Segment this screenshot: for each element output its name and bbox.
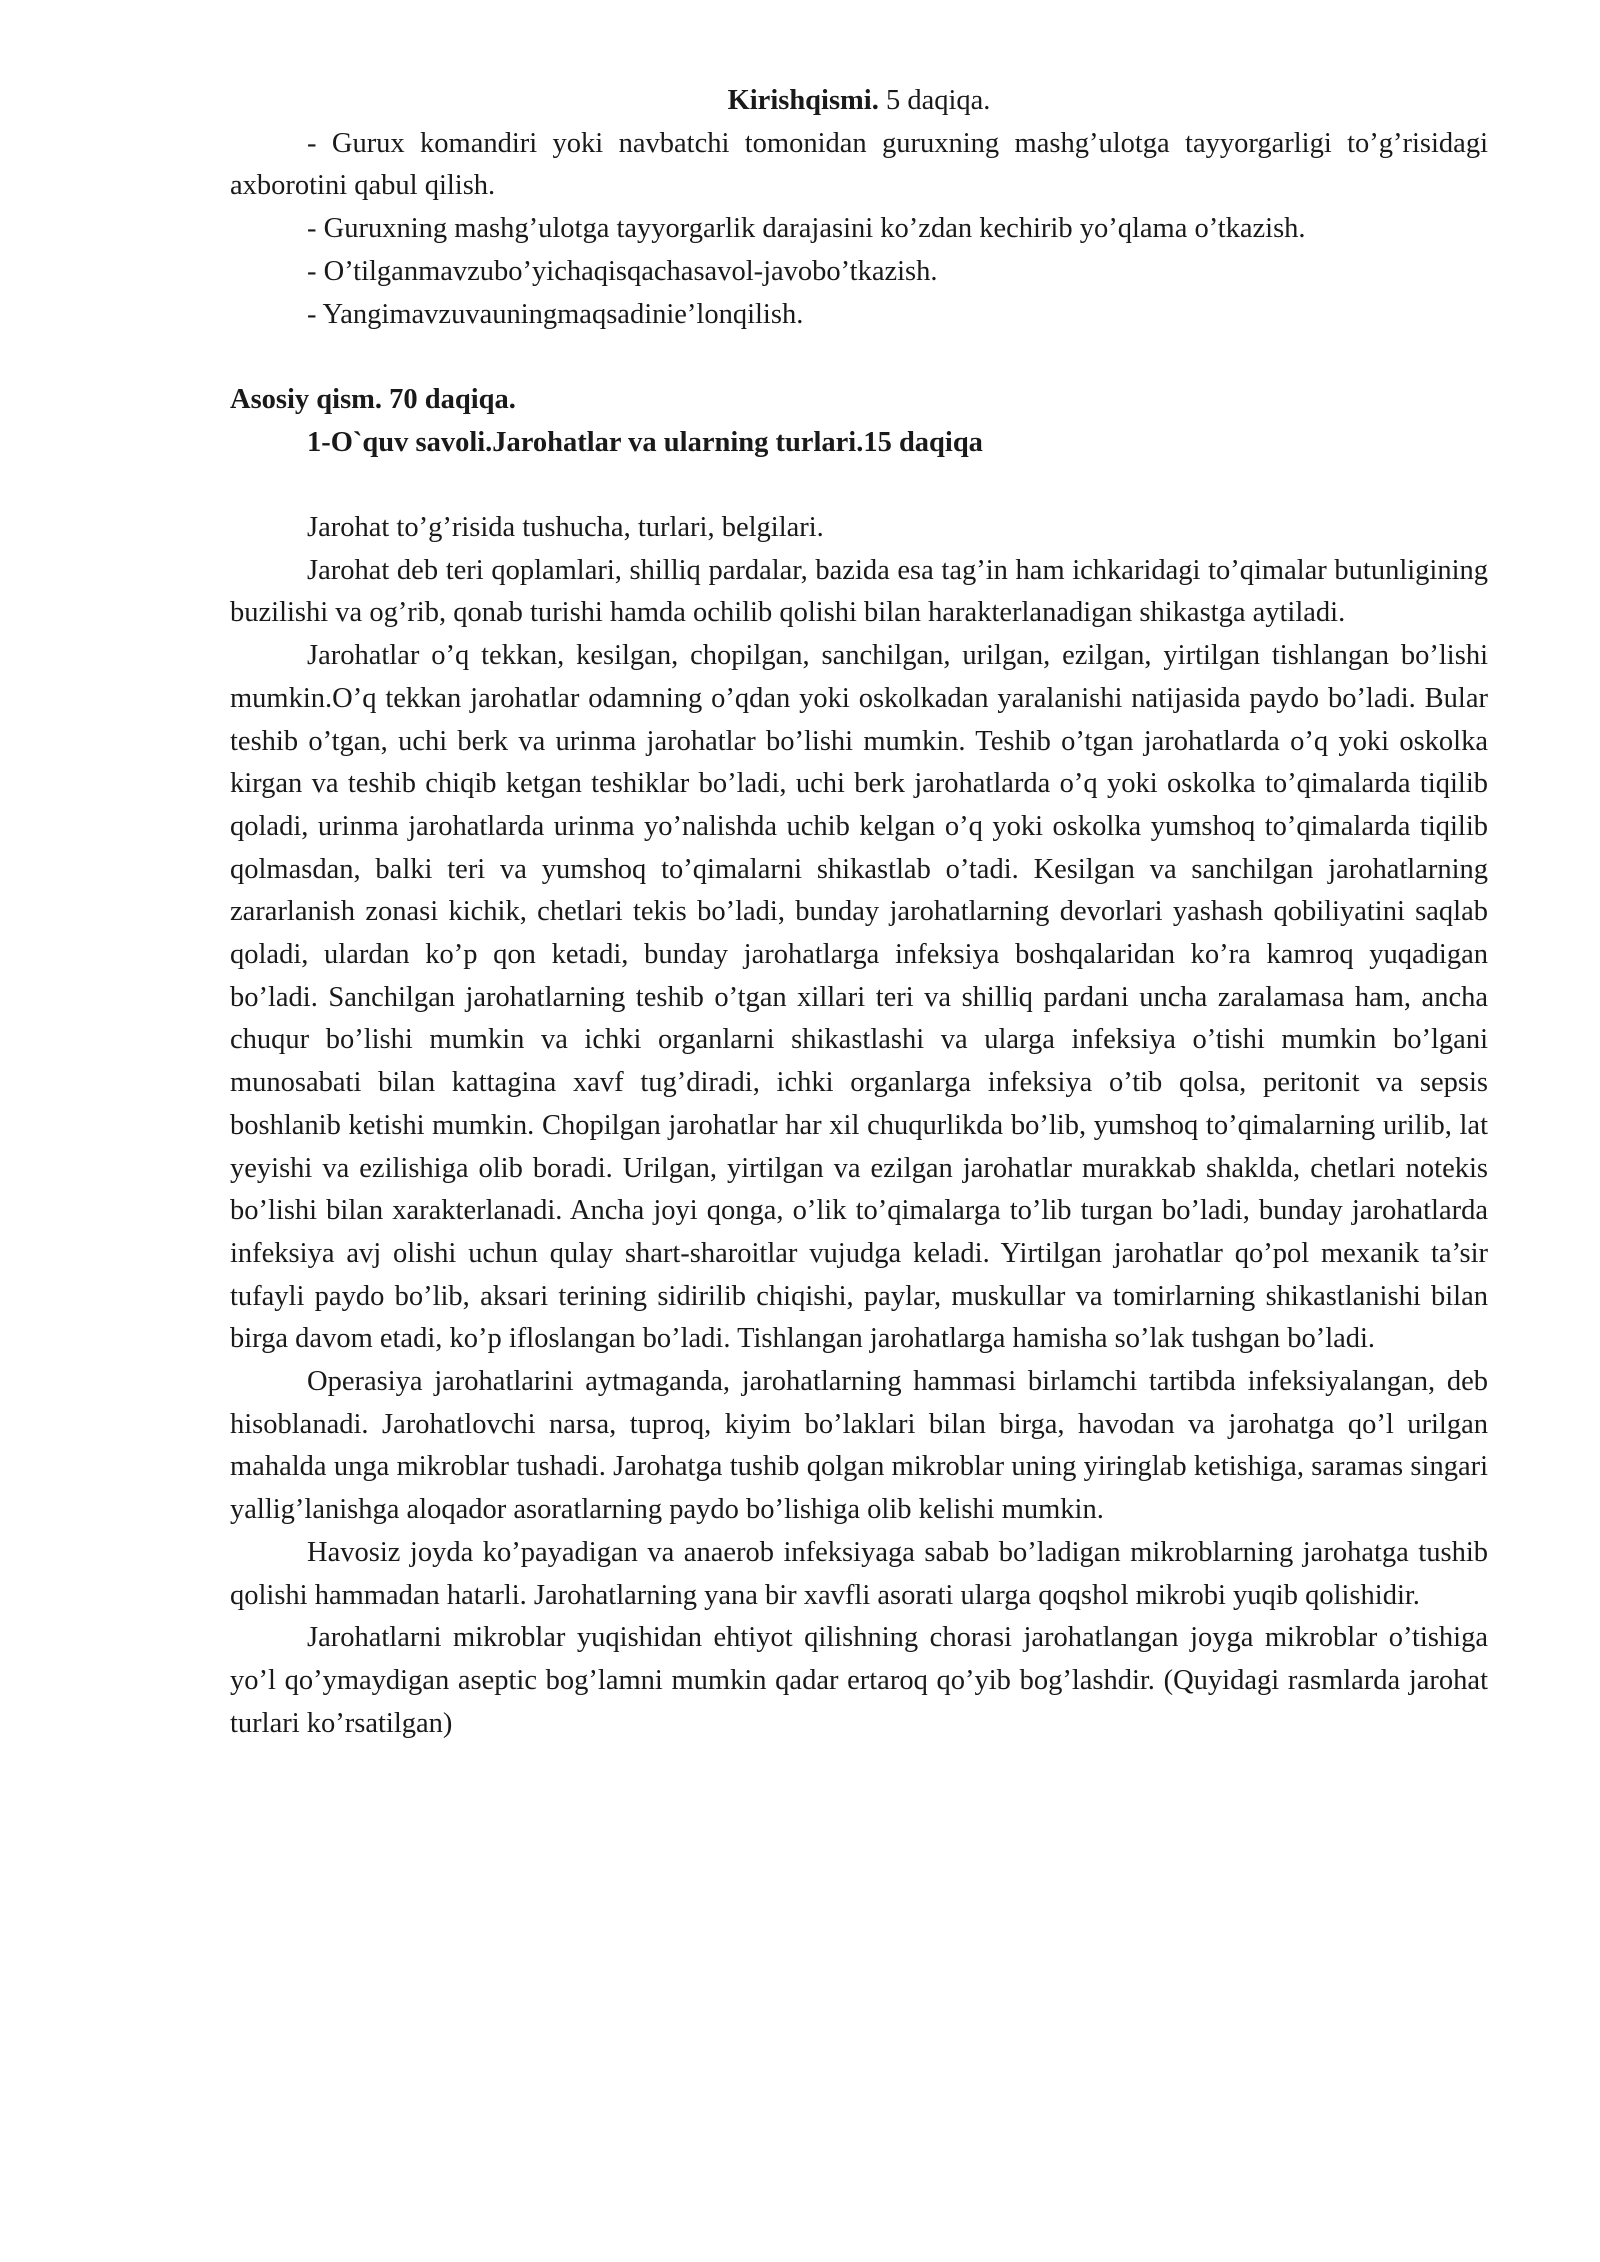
paragraph-wound-types: Jarohatlar o’q tekkan, kesilgan, chopilgan, sanchilgan, urilgan, ezilgan, yirtilgan tishlangan bo’lishi mumkin.O’q tekkan jarohatlar odamning o’qdan yoki oskolkadan yaralanishi natijasida paydo bo’ladi. Bular teshib o’tgan, uchi berk va urinma jarohatlar bo’lishi mumkin. Teshib o’tgan jarohatlarda o’q yoki oskolka kirgan va teshib chiqib ketgan teshiklar bo’ladi, uchi berk jarohatlarda o’q yoki oskolka to’qimalarda tiqilib qoladi, urinma jarohatlarda urinma yo’nalishda uchib kelgan o’q yoki oskolka yumshoq to’qimalarda tiqilib qolmasdan, balki teri va yumshoq to’qimalarni shikastlab o’tadi. Kesilgan va sanchilgan jarohatlarning zararlanish zonasi kichik, chetlari tekis bo’ladi, bunday jarohatlarning devorlari yashash qobiliyatini saqlab qoladi, ulardan ko’p qon ketadi, bunday jarohatlarga infeksiya boshqalaridan ko’ra kamroq yuqadigan bo’ladi. Sanchilgan jarohatlarning teshib o’tgan xillari teri va shilliq pardani uncha zaralamasa ham, ancha chuqur bo’lishi mumkin va ichki organlarni shikastlashi va ularga infeksiya o’tishi mumkin bo’lgani munosabati bilan kattagina xavf tug’diradi, ichki organlarga infeksiya o’tib qolsa, peritonit va sepsis boshlanib ketishi mumkin. Chopilgan jarohatlar har xil chuqurlikda bo’lib, yumshoq to’qimalarning urilib, lat yeyishi va ezilishiga olib boradi. Urilgan, yirtilgan va ezilgan jarohatlar murakkab shaklda, chetlari notekis bo’lishi bilan xarakterlanadi. Ancha joyi qonga, o’lik to’qimalarga to’lib turgan bo’ladi, bunday jarohatlarda infeksiya avj olishi uchun qulay shart-sharoitlar vujudga keladi. Yirtilgan jarohatlar qo’pol mexanik ta’sir tufayli paydo bo’lib, aksari terining sidirilib chiqishi, paylar, muskullar va tomirlarning shikastlanishi bilan birga davom etadi, ko’p ifloslangan bo’ladi. Tishlangan jarohatlarga hamisha so’lak tushgan bo’ladi.	[230, 640, 1488, 1355]
intro-title	[230, 80, 1488, 123]
topic-line: Jarohat to’g’risida tushucha, turlari, belgilari.	[307, 512, 824, 543]
intro-item-2: - Guruxning mashg’ulotga tayyorgarlik darajasini ko’zdan kechirib yo’qlama o’tkazish.	[307, 213, 1306, 245]
question-heading: 1-O`quv savoli.Jarohatlar va ularning turlari.15 daqiqa	[307, 426, 983, 458]
section-spacer	[230, 336, 1488, 379]
paragraph-definition: Jarohat deb teri qoplamlari, shilliq pardalar, bazida esa tag’in ham ichkaridagi to’qimalar butunligining buzilishi va og’rib, qonab turishi hamda ochilib qolishi bilan harakterlanadigan shikastga aytiladi.	[230, 554, 1488, 629]
intro-item-3: - O’tilganmavzubo’yichaqisqachasavol-javobo’tkazish.	[307, 255, 938, 287]
paragraph-infection: Operasiya jarohatlarini aytmaganda, jarohatlarning hammasi birlamchi tartibda infeksiyalangan, deb hisoblanadi. Jarohatlovchi narsa, tuproq, kiyim bo’laklari bilan birga, havodan va jarohatga qo’l urilgan mahalda unga mikroblar tushadi. Jarohatga tushib qolgan mikroblar uning yiringlab ketishiga, saramas singari yallig’lanishga aloqador asoratlarning paydo bo’lishiga olib kelishi mumkin.	[230, 1366, 1488, 1526]
paragraph-anaerobic: Havosiz joyda ko’payadigan va anaerob infeksiyaga sabab bo’ladigan mikroblarning jarohatga tushib qolishi hammadan hatarli. Jarohatlarning yana bir xavfli asorati ularga qoqshol mikrobi yuqib qolishidir.	[230, 1536, 1488, 1611]
section-spacer-2	[230, 464, 1488, 507]
intro-item-1: - Gurux komandiri yoki navbatchi tomonidan guruxning mashg’ulotga tayyorgarligi to’g’risidagi axborotini qabul qilish.	[230, 127, 1488, 202]
document-page	[230, 80, 1488, 1745]
intro-title-duration: 5 daqiqa.	[878, 85, 991, 116]
intro-title-bold: Kirishqismi.	[727, 85, 879, 116]
intro-item-4: - Yangimavzuvauningmaqsadinie’lonqilish.	[307, 298, 804, 330]
main-section-heading: Asosiy qism. 70 daqiqa.	[230, 383, 516, 415]
paragraph-prevention: Jarohatlarni mikroblar yuqishidan ehtiyot qilishning chorasi jarohatlangan joyga mikroblar o’tishiga yo’l qo’ymaydigan aseptic bog’lamni mumkin qadar ertaroq qo’yib bog’lashdir. (Quyidagi rasmlarda jarohat turlari ko’rsatilgan)	[230, 1622, 1488, 1739]
